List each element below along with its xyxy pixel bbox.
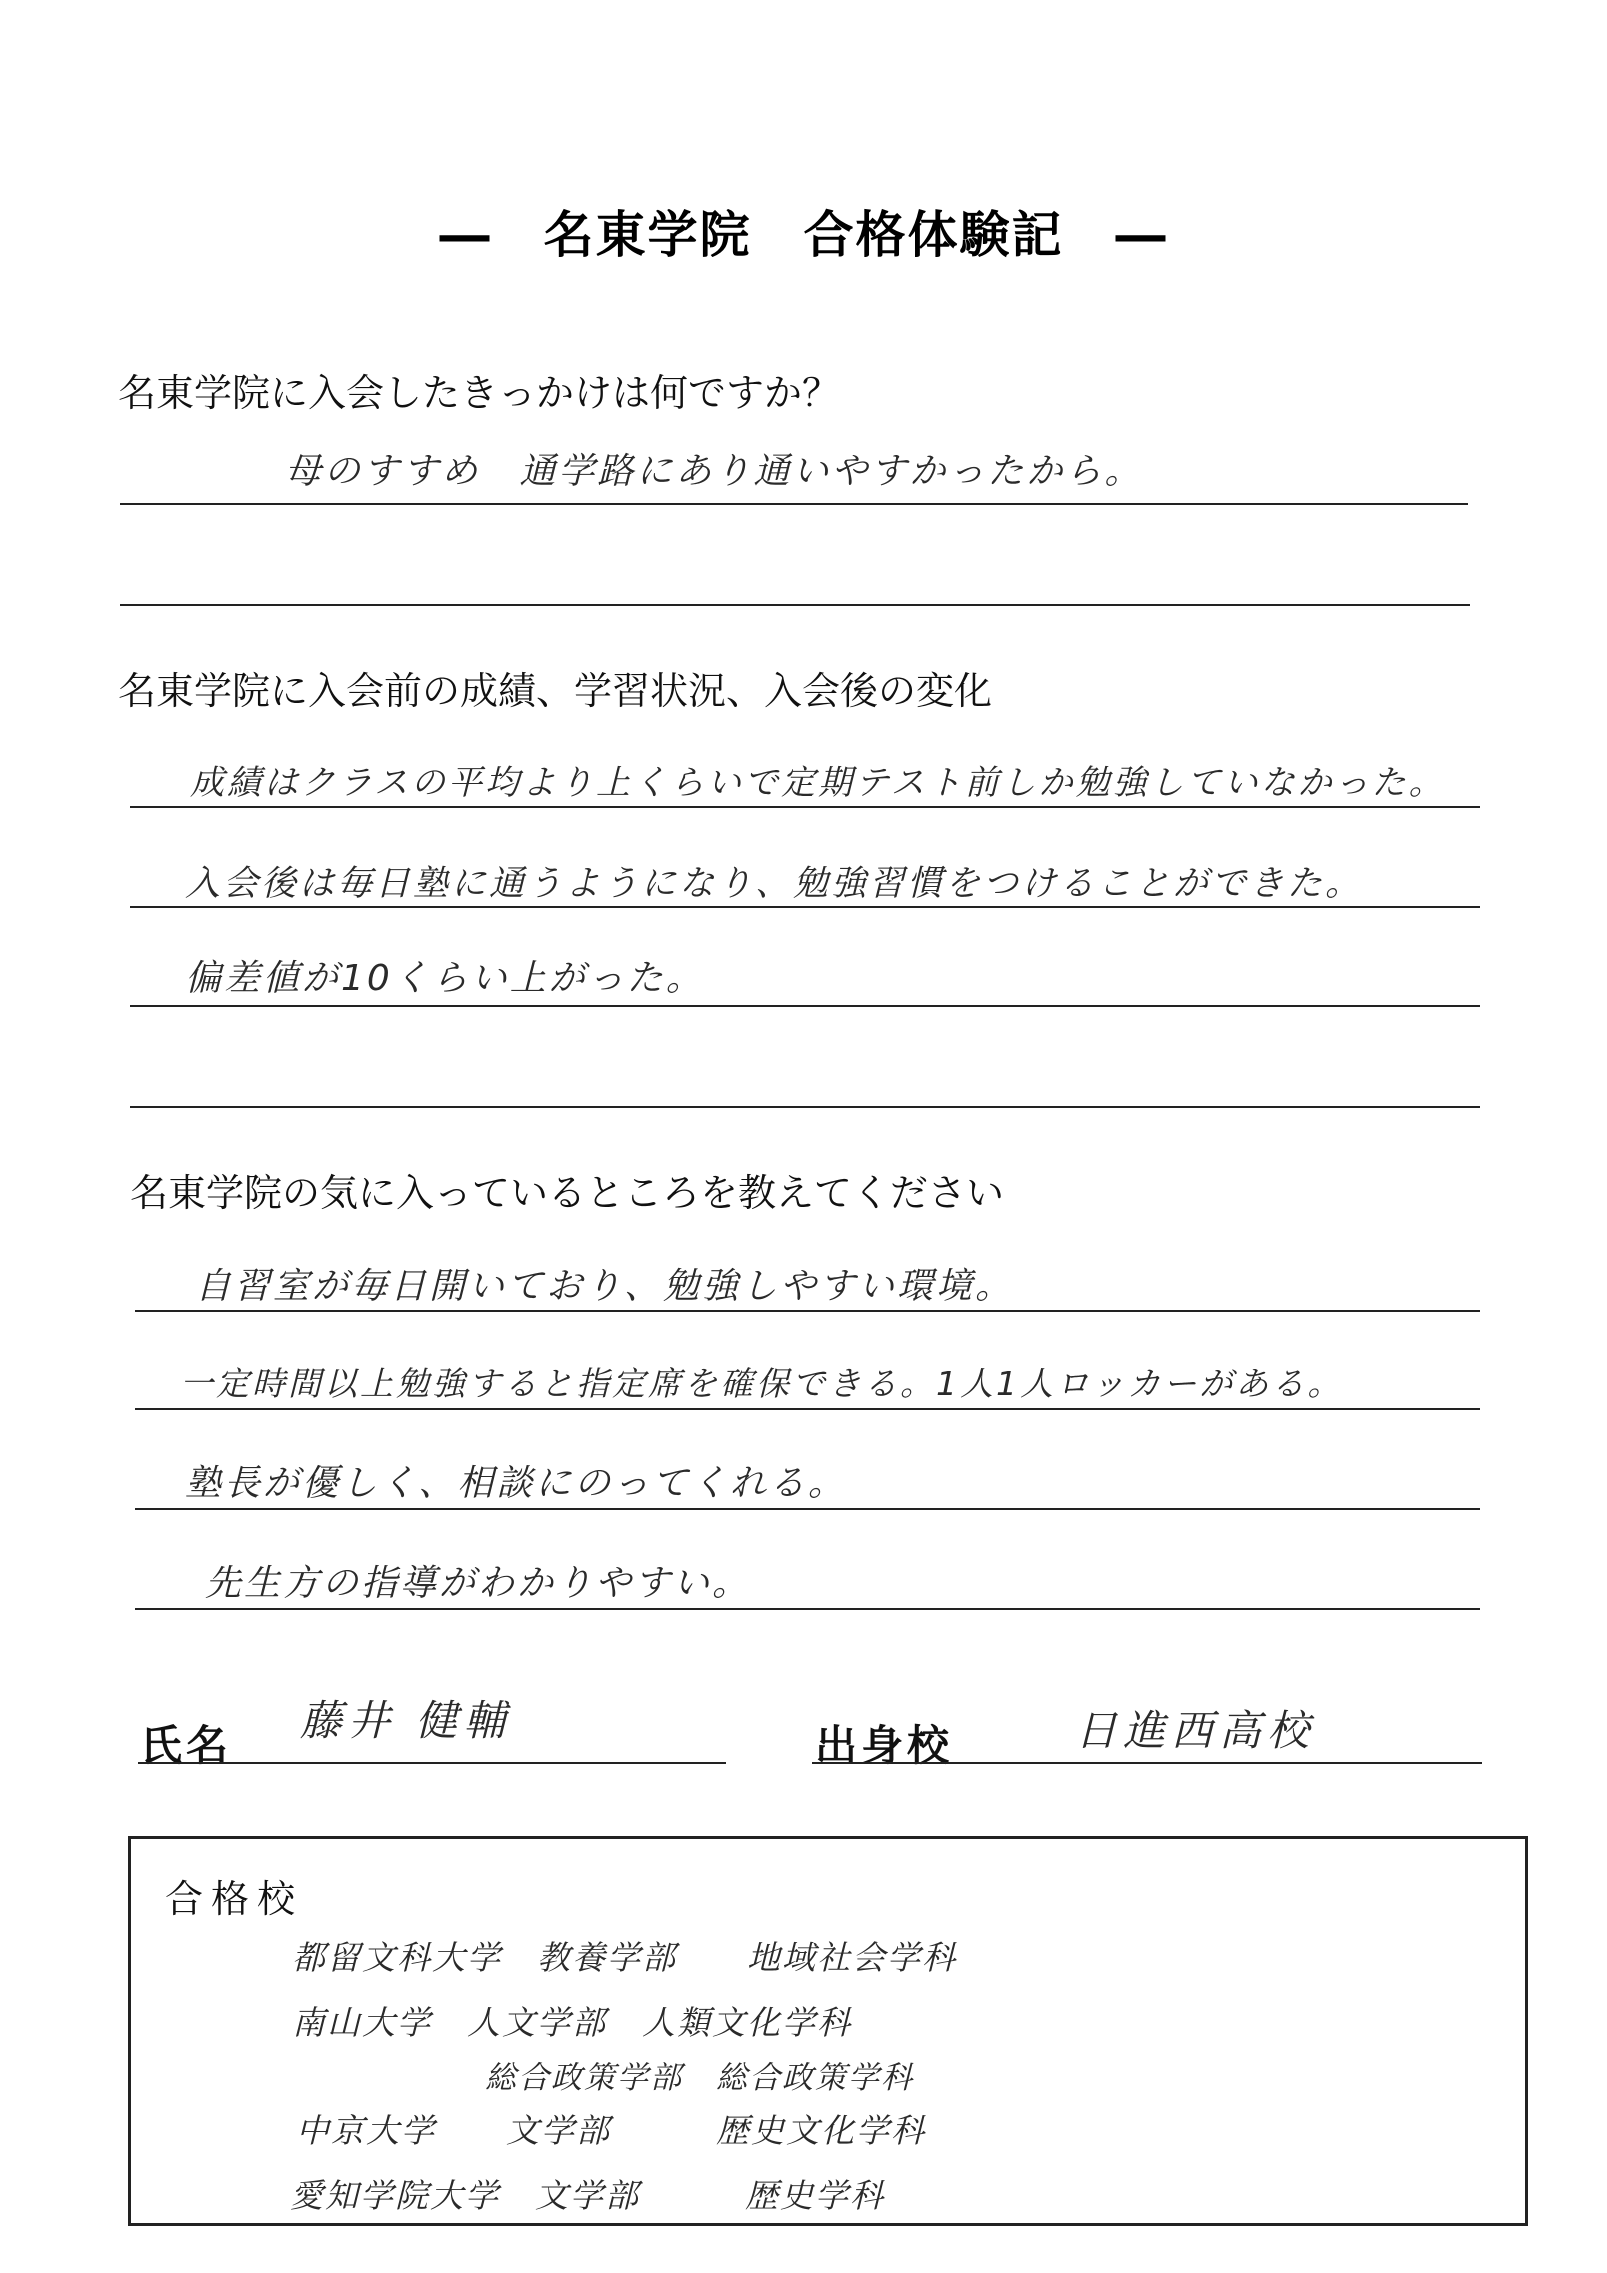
answer-line [130, 906, 1480, 908]
answer-line [130, 806, 1480, 808]
answer-3-2: 一定時間以上勉強すると指定席を確保できる。1人1人ロッカーがある。 [180, 1364, 1344, 1403]
answer-line [120, 604, 1470, 606]
passed-school-1: 都留文科大学 教養学部 地域社会学科 [292, 1938, 957, 1977]
answer-2-2: 入会後は毎日塾に通うようになり、勉強習慣をつけることができた。 [185, 864, 1364, 904]
answer-line [135, 1508, 1480, 1510]
student-name: 藤井 健輔 [300, 1696, 512, 1745]
answer-3-3: 塾長が優しく、相談にのってくれる。 [185, 1463, 847, 1504]
student-school: 日進西高校 [1075, 1706, 1316, 1755]
answer-line [130, 1106, 1480, 1108]
answer-line [120, 503, 1468, 505]
question-3: 名東学院の気に入っているところを教えてください [130, 1171, 1005, 1215]
answer-line [135, 1310, 1480, 1312]
school-underline [812, 1762, 1482, 1764]
answer-line [130, 1005, 1480, 1007]
passed-school-3: 総合政策学部 総合政策学科 [485, 2060, 914, 2096]
question-1: 名東学院に入会したきっかけは何ですか？ [118, 371, 841, 415]
answer-2-3: 偏差値が10くらい上がった。 [185, 958, 705, 999]
answer-line [135, 1608, 1480, 1610]
answer-2-1: 成績はクラスの平均より上くらいで定期テスト前しか勉強していなかった。 [190, 763, 1446, 803]
answer-1-1: 母のすすめ 通学路にあり通いやすかったから。 [285, 451, 1144, 492]
name-label: 氏名 [140, 1721, 233, 1770]
answer-3-1: 自習室が毎日開いており、勉強しやすい環境。 [195, 1266, 1015, 1307]
name-underline [138, 1762, 726, 1764]
page-title: ― 名東学院 合格体験記 ― [439, 206, 1168, 264]
passed-school-4: 中京大学 文学部 歴史文化学科 [296, 2111, 926, 2150]
answer-line [135, 1408, 1480, 1410]
passed-school-2: 南山大学 人文学部 人類文化学科 [292, 2003, 852, 2042]
answer-3-4: 先生方の指導がわかりやすい。 [205, 1563, 752, 1604]
passed-schools-label: 合格校 [165, 1877, 304, 1921]
passed-school-5: 愛知学院大学 文学部 歴史学科 [290, 2176, 885, 2215]
school-label: 出身校 [815, 1721, 954, 1770]
question-2: 名東学院に入会前の成績、学習状況、入会後の変化 [118, 669, 993, 713]
